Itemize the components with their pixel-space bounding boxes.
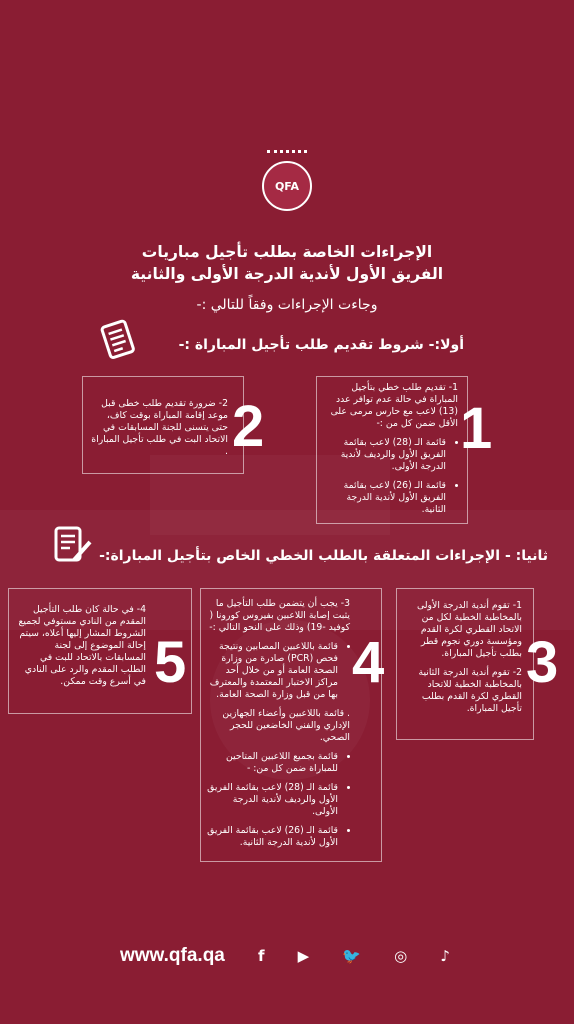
title-line-1: الإجراءات الخاصة بطلب تأجيل مباريات [141,243,433,261]
item-4-intro: 3- يجب أن يتضمن طلب التأجيل ما يثبت إصابة اللاعبين بفيروس كورونا ( كوفيد -19) وذلك على النحو التالي :- [209,598,350,633]
section-1-heading: أولا:- شروط تقديم طلب تأجيل المباراة :- [178,337,464,353]
item-1-bullet-2: • قائمة الـ (26) لاعب بقائمة الفريق الأول لأندية الدرجة الثانية. [322,480,446,516]
item-4-bullet-1: • قائمة باللاعبين المصابين ونتيجة فحص (PCR) صادرة من وزارة الصحة العامة أو من خلال أحد مراكز الاختبار المعتمدة والمعترف بها من قبل وزارة الصحة العامة. [206,641,338,701]
item-1-intro: 1- تقديم طلب خطي بتأجيل المباراة في حالة عدم توافر عدد (13) لاعب مع حارس مرمى على الأقل ضمن كل من :- [330,382,458,429]
logo-text: QFA [274,179,300,193]
item-3-text [400,600,522,722]
item-3-paragraph-2: 2- تقوم أندية الدرجة الثانية بالمخاطبة الخطية للاتحاد القطري لكرة القدم بطلب تأجيل المباراة. [418,667,522,714]
facebook-icon[interactable]: f [258,947,265,965]
page-title [40,241,534,285]
section-2-heading: ثانيا: - الإجراءات المتعلقة بالطلب الخطي الخاص بتأجيل المباراة:- [99,548,548,564]
page-subtitle: وجاءت الإجراءات وفقاً للتالي :- [196,297,378,313]
document-icon [96,317,142,363]
item-4-bullet-2: . قائمة باللاعبين وأعضاء الجهازين الإداري والفني الخاضعين للحجر الصحي. [222,708,350,743]
document-edit-icon [50,524,94,568]
item-5-number: 5 [154,630,187,695]
item-1-bullet-1: • قائمة الـ (28) لاعب بقائمة الفريق الأول والرديف لأندية الدرجة الأولى. [322,437,446,473]
item-1-text [322,382,458,523]
footer [120,942,450,970]
instagram-icon[interactable]: ◎ [394,947,408,965]
youtube-icon[interactable]: ▶ [297,947,310,965]
item-2-text: 2- ضرورة تقديم طلب خطى قبل موعد إقامة المباراة بوقت كاف، حتى يتسنى للجنة المسابقات في الاتحاد البت في طلب تأجيل المباراة . [91,398,228,457]
website-link[interactable]: www.qfa.qa [120,945,225,966]
item-4-number: 4 [352,630,385,695]
item-1-number: 1 [460,396,493,461]
item-4-text [206,598,350,856]
item-4-bullet-4: • قائمة الـ (28) لاعب بقائمة الفريق الأول والرديف لأندية الدرجة الأولى. [206,782,338,818]
crown-icon [267,150,307,161]
item-3-paragraph-1: 1- تقوم أندية الدرجة الأولى بالمخاطبة الخطية لكل من الاتحاد القطري لكرة القدم ومؤسسة دوري نجوم قطر بطلب تأجيل المباراة. [416,600,522,659]
title-line-2: الفريق الأول لأندية الدرجة الأولى والثانية [130,265,444,283]
logo-badge [262,161,312,211]
item-2-number: 2 [232,394,265,459]
item-4-bullet-5: • قائمة الـ (26) لاعب بقائمة الفريق الأول لأندية الدرجة الثانية. [206,825,338,849]
item-4-bullet-3: • قائمة بجميع اللاعبين المتاحين للمباراة ضمن كل من: - [206,751,338,775]
tiktok-icon[interactable]: ♪ [440,947,450,965]
item-5-text: 4- في حالة كان طلب التأجيل المقدم من النادي مستوفي لجميع الشروط المشار إليها أعلاه، سيتم إحالة الموضوع إلى لجنة المسابقات بالاتحاد للبت في الطلب المقدم والرد على النادي في أسرع وقت ممكن. [18,604,146,687]
item-3-number: 3 [526,630,559,695]
qfa-logo [262,150,312,212]
twitter-icon[interactable]: 🐦 [342,947,362,965]
